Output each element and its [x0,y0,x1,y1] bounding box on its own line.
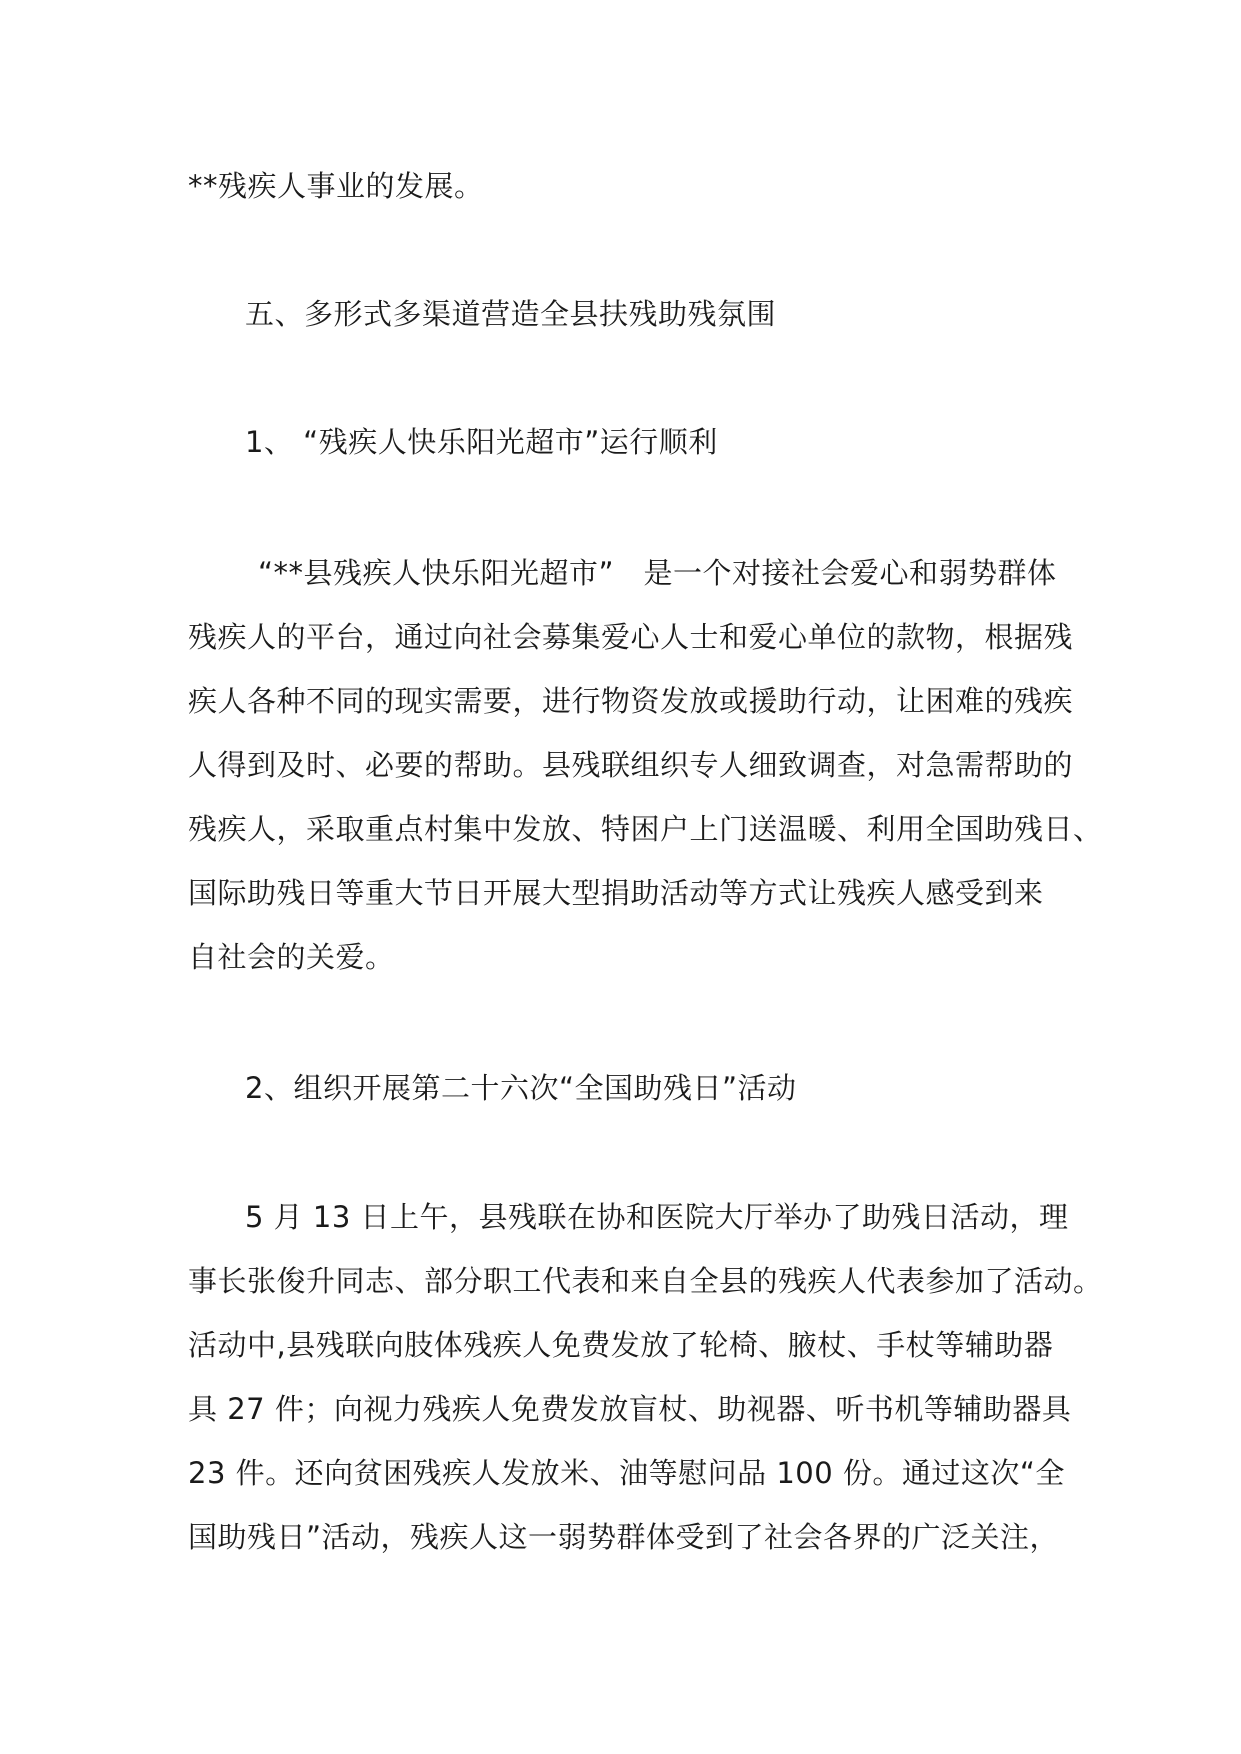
paragraph-line: 5 月 13 日上午，县残联在协和医院大厅举办了助残日活动，理 [245,1200,1069,1234]
paragraph-line: 活动中,县残联向肢体残疾人免费发放了轮椅、腋杖、手杖等辅助器 [188,1328,1054,1362]
paragraph-line: 事长张俊升同志、部分职工代表和来自全县的残疾人代表参加了活动。 [188,1264,1103,1298]
paragraph-line: 23 件。还向贫困残疾人发放米、油等慰问品 100 份。通过这次“全 [188,1456,1065,1490]
paragraph-line: 人得到及时、必要的帮助。县残联组织专人细致调查，对急需帮助的 [188,748,1074,782]
paragraph-line: 自社会的关爱。 [188,940,395,974]
subsection-heading: 1、 “残疾人快乐阳光超市”运行顺利 [245,425,718,459]
paragraph-line: 疾人各种不同的现实需要，进行物资发放或援助行动，让困难的残疾 [188,684,1074,718]
subsection-heading: 2、组织开展第二十六次“全国助残日”活动 [245,1071,797,1105]
text-line: **残疾人事业的发展。 [188,169,484,203]
section-heading: 五、多形式多渠道营造全县扶残助残氛围 [245,297,777,331]
paragraph-line: 国际助残日等重大节日开展大型捐助活动等方式让残疾人感受到来 [188,876,1044,910]
paragraph-line: 残疾人的平台，通过向社会募集爱心人士和爱心单位的款物，根据残 [188,620,1074,654]
paragraph-line: 残疾人，采取重点村集中发放、特困户上门送温暖、利用全国助残日、 [188,812,1103,846]
paragraph-line: 具 27 件；向视力残疾人免费发放盲杖、助视器、听书机等辅助器具 [188,1392,1072,1426]
paragraph-line: 国助残日”活动，残疾人这一弱势群体受到了社会各界的广泛关注， [188,1520,1060,1554]
paragraph-line: “**县残疾人快乐阳光超市” 是一个对接社会爱心和弱势群体 [258,556,1057,590]
